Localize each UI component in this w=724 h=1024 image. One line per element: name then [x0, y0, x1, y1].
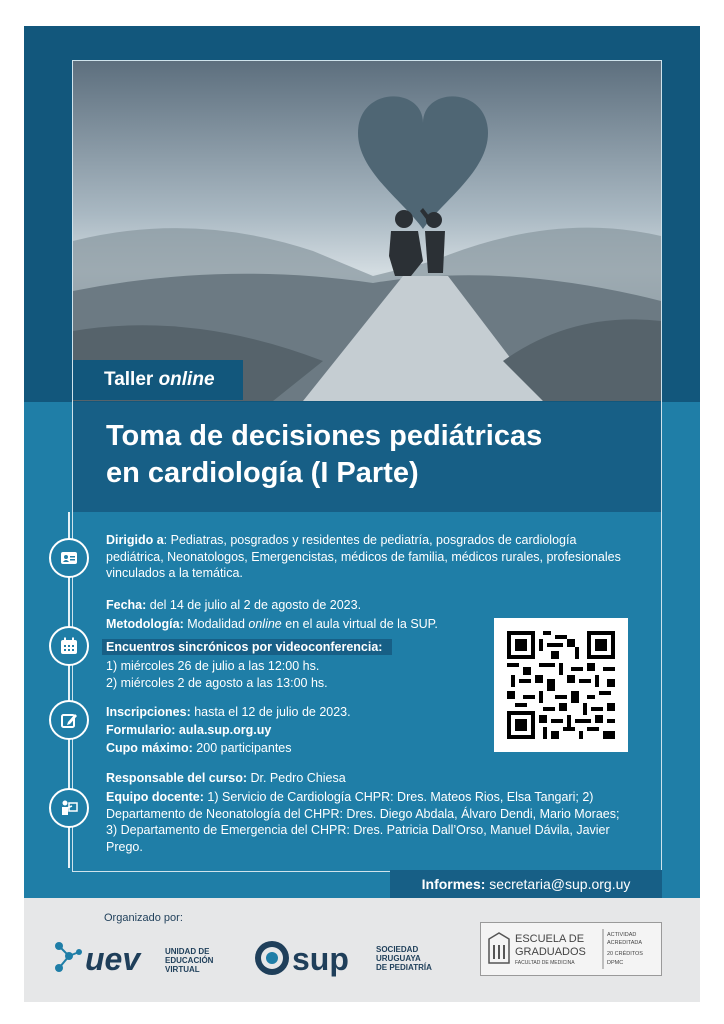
title-line-1: Toma de decisiones pediátricas	[106, 420, 543, 452]
method-text-a: Modalidad	[183, 617, 249, 631]
sup-logo	[252, 934, 452, 984]
form-link[interactable]: aula.sup.org.uy	[175, 723, 272, 737]
contact-bar	[390, 870, 662, 898]
sup-line-3: DE PEDIATRÍA	[376, 963, 432, 972]
escuela-line-2: GRADUADOS	[515, 946, 586, 958]
registration-line	[106, 704, 486, 721]
teaching-team-text: 1) Servicio de Cardiología CHPR: Dres. Mateos Rios, Elsa Tangari; 2) Departamento de Neonatología del CHPR: Dres. Diego Abdala, Álvaro Dendi, Mario Moraes; 3) Departamento de Emergencia del CHPR: Dres. Patricia Dall’Orso, Manuel Dávila, Javier Prego.	[106, 790, 620, 854]
contact-email[interactable]: secretaria@sup.org.uy	[485, 876, 631, 892]
teaching-team	[106, 789, 626, 855]
sup-line-2: URUGUAYA	[376, 954, 421, 963]
uev-logo	[51, 934, 241, 984]
uev-line-3: VIRTUAL	[165, 965, 200, 974]
date-label: Fecha:	[106, 598, 147, 612]
registration-label: Inscripciones:	[106, 705, 191, 719]
poster	[24, 26, 700, 898]
course-lead-text: Dr. Pedro Chiesa	[247, 771, 346, 785]
sup-name: sup	[292, 941, 349, 977]
capacity-line	[106, 740, 486, 757]
organized-by-label: Organizado por:	[104, 912, 183, 924]
date-line	[106, 597, 506, 614]
session-2: 2) miércoles 2 de agosto a las 13:00 hs.	[106, 676, 328, 690]
cover-photo	[73, 61, 661, 401]
course-lead	[106, 770, 626, 787]
uev-name: uev	[85, 941, 141, 977]
badge-prefix: Taller	[104, 369, 154, 390]
form-label: Formulario:	[106, 723, 176, 737]
course-title	[106, 418, 646, 492]
uev-line-1: UNIDAD DE	[165, 947, 210, 956]
edit-form-icon	[49, 700, 89, 740]
contact-label: Informes:	[421, 876, 486, 892]
accredited-line-4: DPMC	[607, 960, 624, 966]
escuela-line-3: FACULTAD DE MEDICINA	[515, 960, 575, 966]
target-audience-label: Dirigido a	[106, 533, 164, 547]
workshop-badge	[73, 360, 243, 400]
sup-line-1: SOCIEDAD	[376, 945, 419, 954]
form-line	[106, 722, 486, 739]
calendar-icon	[49, 626, 89, 666]
escuela-graduados-logo	[480, 922, 662, 976]
target-audience	[106, 532, 626, 582]
uev-line-2: EDUCACIÓN	[165, 956, 214, 965]
title-line-2: en cardiología (I Parte)	[106, 457, 419, 489]
footer	[24, 898, 700, 1002]
method-text-em: online	[248, 617, 282, 631]
method-line	[106, 616, 506, 633]
date-text: del 14 de julio al 2 de agosto de 2023.	[146, 598, 362, 612]
sessions-label-line	[106, 639, 506, 656]
target-audience-text: : Pediatras, posgrados y residentes de pediatría, posgrados de cardiología pediátrica, Neonatologos, Emergencistas, médicos de familia, médicos rurales, profesionales vinculados a la temática.	[106, 533, 621, 580]
audience-icon	[49, 538, 89, 578]
accredited-line-1: ACTIVIDAD	[607, 932, 637, 938]
badge-suffix: online	[158, 369, 215, 390]
method-label: Metodología:	[106, 617, 184, 631]
sessions-label: Encuentros sincrónicos por videoconferencia:	[106, 640, 383, 654]
course-lead-label: Responsable del curso:	[106, 771, 248, 785]
accredited-line-3: 20 CRÉDITOS	[607, 951, 643, 957]
teaching-team-label: Equipo docente:	[106, 790, 204, 804]
session-1: 1) miércoles 26 de julio a las 12:00 hs.	[106, 659, 320, 673]
registration-text: hasta el 12 de julio de 2023.	[190, 705, 351, 719]
escuela-line-1: ESCUELA DE	[515, 933, 585, 945]
accredited-line-2: ACREDITADA	[607, 940, 643, 946]
qr-code[interactable]	[494, 618, 628, 752]
teacher-icon	[49, 788, 89, 828]
capacity-text: 200 participantes	[192, 741, 292, 755]
capacity-label: Cupo máximo:	[106, 741, 193, 755]
method-text-b: en el aula virtual de la SUP.	[281, 617, 438, 631]
